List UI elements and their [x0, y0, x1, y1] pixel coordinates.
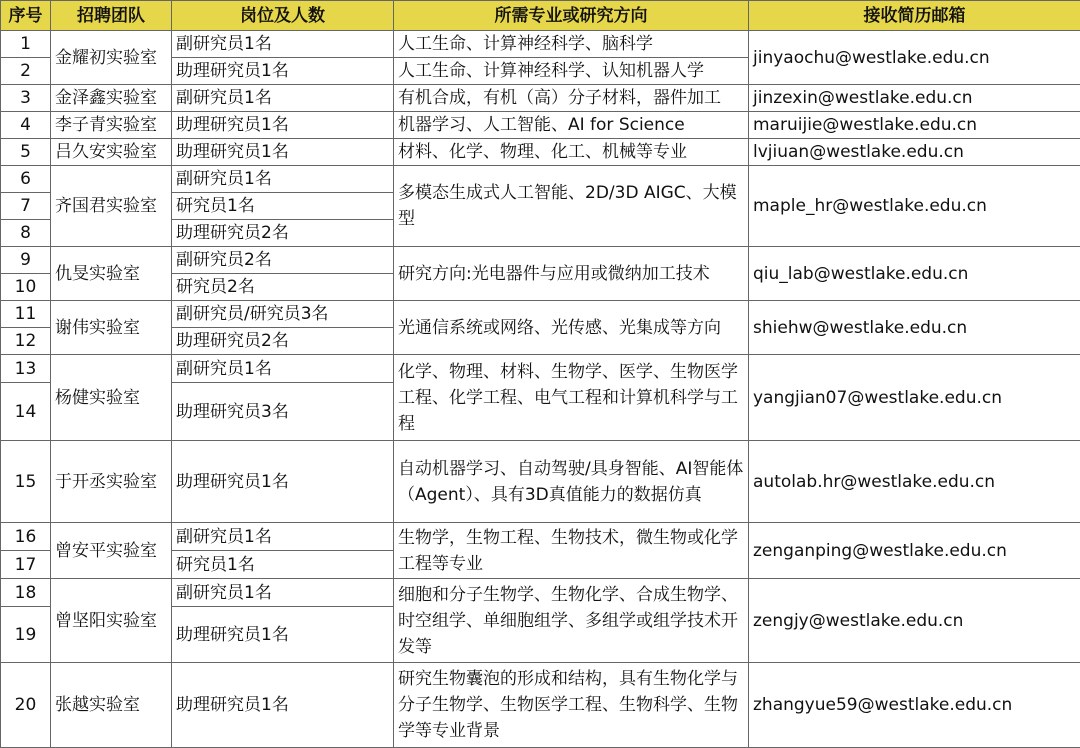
row-number-cell: 20 — [1, 663, 51, 748]
position-cell: 研究员1名 — [172, 193, 394, 220]
major-cell: 机器学习、人工智能、AI for Science — [394, 112, 749, 139]
row-number-cell: 5 — [1, 139, 51, 166]
team-cell: 曾坚阳实验室 — [51, 579, 172, 663]
position-cell: 助理研究员1名 — [172, 139, 394, 166]
position-cell: 助理研究员1名 — [172, 58, 394, 85]
position-cell: 副研究员1名 — [172, 579, 394, 607]
email-cell: shiehw@westlake.edu.cn — [749, 301, 1080, 355]
email-cell: zhangyue59@westlake.edu.cn — [749, 663, 1080, 748]
team-cell: 张越实验室 — [51, 663, 172, 748]
major-cell: 自动机器学习、自动驾驶/具身智能、AI智能体（Agent）、具有3D真值能力的数据仿真 — [394, 441, 749, 523]
row-number-cell: 19 — [1, 607, 51, 663]
major-cell: 有机合成，有机（高）分子材料，器件加工 — [394, 85, 749, 112]
email-cell: zenganping@westlake.edu.cn — [749, 523, 1080, 579]
header-major: 所需专业或研究方向 — [394, 1, 749, 31]
position-cell: 副研究员1名 — [172, 355, 394, 383]
team-cell: 齐国君实验室 — [51, 166, 172, 247]
email-cell: qiu_lab@westlake.edu.cn — [749, 247, 1080, 301]
position-cell: 副研究员/研究员3名 — [172, 301, 394, 328]
major-cell: 化学、物理、材料、生物学、医学、生物医学工程、化学工程、电气工程和计算机科学与工程 — [394, 355, 749, 441]
major-cell: 多模态生成式人工智能、2D/3D AIGC、大模型 — [394, 166, 749, 247]
header-row — [1, 1, 1080, 31]
position-cell: 副研究员1名 — [172, 31, 394, 58]
team-cell: 金泽鑫实验室 — [51, 85, 172, 112]
team-cell: 吕久安实验室 — [51, 139, 172, 166]
team-cell: 谢伟实验室 — [51, 301, 172, 355]
position-cell: 助理研究员1名 — [172, 112, 394, 139]
team-cell: 杨健实验室 — [51, 355, 172, 441]
major-cell: 光通信系统或网络、光传感、光集成等方向 — [394, 301, 749, 355]
team-cell: 曾安平实验室 — [51, 523, 172, 579]
table-row — [1, 247, 1080, 274]
row-number-cell: 1 — [1, 31, 51, 58]
row-number-cell: 9 — [1, 247, 51, 274]
table-row — [1, 112, 1080, 139]
row-number-cell: 17 — [1, 551, 51, 579]
table-row — [1, 663, 1080, 748]
row-number-cell: 12 — [1, 328, 51, 355]
major-cell: 生物学，生物工程、生物技术，微生物或化学工程等专业 — [394, 523, 749, 579]
email-cell: jinyaochu@westlake.edu.cn — [749, 31, 1080, 85]
email-cell: maple_hr@westlake.edu.cn — [749, 166, 1080, 247]
major-cell: 人工生命、计算神经科学、认知机器人学 — [394, 58, 749, 85]
table-row — [1, 301, 1080, 328]
row-number-cell: 16 — [1, 523, 51, 551]
table-row — [1, 139, 1080, 166]
position-cell: 副研究员2名 — [172, 247, 394, 274]
table-row — [1, 355, 1080, 383]
row-number-cell: 11 — [1, 301, 51, 328]
position-cell: 助理研究员1名 — [172, 441, 394, 523]
email-cell: jinzexin@westlake.edu.cn — [749, 85, 1080, 112]
row-number-cell: 10 — [1, 274, 51, 301]
email-cell: maruijie@westlake.edu.cn — [749, 112, 1080, 139]
position-cell: 研究员2名 — [172, 274, 394, 301]
header-team: 招聘团队 — [51, 1, 172, 31]
table-row — [1, 166, 1080, 193]
position-cell: 助理研究员2名 — [172, 220, 394, 247]
team-cell: 仇旻实验室 — [51, 247, 172, 301]
position-cell: 助理研究员1名 — [172, 607, 394, 663]
header-email: 接收简历邮箱 — [749, 1, 1080, 31]
team-cell: 李子青实验室 — [51, 112, 172, 139]
table-body — [1, 31, 1080, 748]
row-number-cell: 6 — [1, 166, 51, 193]
major-cell: 细胞和分子生物学、生物化学、合成生物学、时空组学、单细胞组学、多组学或组学技术开发等 — [394, 579, 749, 663]
email-cell: lvjiuan@westlake.edu.cn — [749, 139, 1080, 166]
position-cell: 助理研究员2名 — [172, 328, 394, 355]
table-row — [1, 31, 1080, 58]
position-cell: 助理研究员3名 — [172, 383, 394, 441]
row-number-cell: 14 — [1, 383, 51, 441]
major-cell: 研究方向:光电器件与应用或微纳加工技术 — [394, 247, 749, 301]
position-cell: 副研究员1名 — [172, 85, 394, 112]
header-no: 序号 — [1, 1, 51, 31]
email-cell: zengjy@westlake.edu.cn — [749, 579, 1080, 663]
row-number-cell: 15 — [1, 441, 51, 523]
table-row — [1, 579, 1080, 607]
row-number-cell: 4 — [1, 112, 51, 139]
table-row — [1, 441, 1080, 523]
major-cell: 材料、化学、物理、化工、机械等专业 — [394, 139, 749, 166]
row-number-cell: 7 — [1, 193, 51, 220]
row-number-cell: 18 — [1, 579, 51, 607]
major-cell: 人工生命、计算神经科学、脑科学 — [394, 31, 749, 58]
position-cell: 研究员1名 — [172, 551, 394, 579]
team-cell: 金耀初实验室 — [51, 31, 172, 85]
email-cell: autolab.hr@westlake.edu.cn — [749, 441, 1080, 523]
position-cell: 副研究员1名 — [172, 523, 394, 551]
row-number-cell: 2 — [1, 58, 51, 85]
position-cell: 副研究员1名 — [172, 166, 394, 193]
table-row — [1, 85, 1080, 112]
table-row — [1, 523, 1080, 551]
major-cell: 研究生物囊泡的形成和结构，具有生物化学与分子生物学、生物医学工程、生物科学、生物学等专业背景 — [394, 663, 749, 748]
row-number-cell: 8 — [1, 220, 51, 247]
row-number-cell: 3 — [1, 85, 51, 112]
row-number-cell: 13 — [1, 355, 51, 383]
email-cell: yangjian07@westlake.edu.cn — [749, 355, 1080, 441]
header-position: 岗位及人数 — [172, 1, 394, 31]
team-cell: 于开丞实验室 — [51, 441, 172, 523]
position-cell: 助理研究员1名 — [172, 663, 394, 748]
